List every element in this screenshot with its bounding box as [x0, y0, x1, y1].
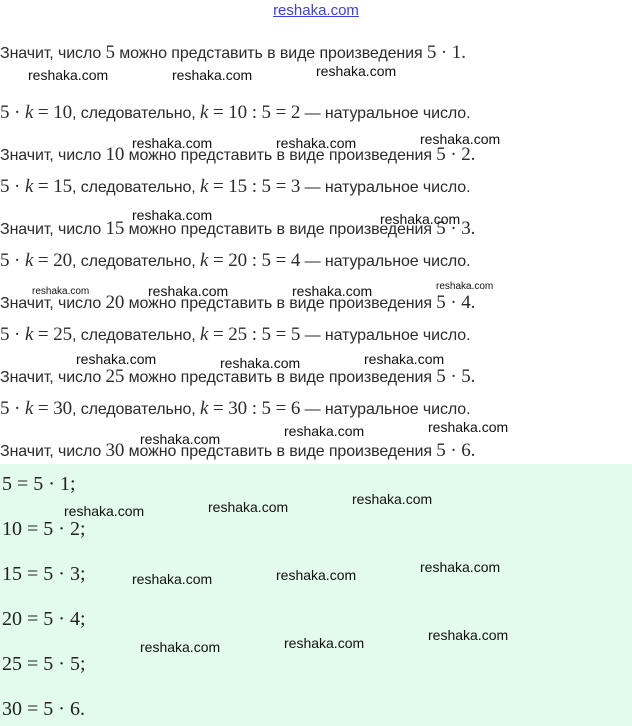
- text-line: Значит, число 25 можно представить в виде произведения 5 · 5.: [0, 366, 476, 387]
- equation-line: 5 · k = 20, следовательно, k = 20 : 5 = 4 — натуральное число.: [0, 250, 471, 271]
- watermark: reshaka.com: [428, 419, 509, 435]
- watermark: reshaka.com: [172, 67, 253, 83]
- equation-line: 5 · k = 15, следовательно, k = 15 : 5 = 3 — натуральное число.: [0, 176, 471, 197]
- answer-equation: 25 = 5 · 5;: [2, 653, 86, 675]
- text-line: Значит, число 15 можно представить в виде произведения 5 · 3.: [0, 218, 476, 239]
- equation-line: 5 · k = 30, следовательно, k = 30 : 5 = 6 — натуральное число.: [0, 398, 471, 419]
- watermark: reshaka.com: [284, 635, 365, 651]
- watermark: reshaka.com: [140, 431, 221, 447]
- watermark: reshaka.com: [76, 351, 157, 367]
- watermark: reshaka.com: [32, 286, 90, 297]
- answer-equation: 30 = 5 · 6.: [2, 698, 85, 720]
- watermark: reshaka.com: [28, 67, 109, 83]
- text-line: Значит, число 5 можно представить в виде произведения 5 · 1.: [0, 42, 466, 63]
- answer-equation: 5 = 5 · 1;: [2, 473, 76, 495]
- watermark: reshaka.com: [64, 503, 145, 519]
- site-header-link[interactable]: reshaka.com: [273, 2, 359, 19]
- watermark: reshaka.com: [436, 281, 494, 292]
- watermark: reshaka.com: [364, 351, 445, 367]
- equation-line: 5 · k = 10, следовательно, k = 10 : 5 = 2 — натуральное число.: [0, 102, 471, 123]
- watermark: reshaka.com: [276, 567, 357, 583]
- answer-equation: 10 = 5 · 2;: [2, 518, 86, 540]
- watermark: reshaka.com: [420, 559, 501, 575]
- text-line: Значит, число 30 можно представить в виде произведения 5 · 6.: [0, 440, 476, 461]
- watermark: reshaka.com: [316, 63, 397, 79]
- watermark: reshaka.com: [420, 131, 501, 147]
- watermark: reshaka.com: [428, 627, 509, 643]
- watermark: reshaka.com: [140, 639, 221, 655]
- watermark: reshaka.com: [220, 355, 301, 371]
- text-line: Значит, число 20 можно представить в виде произведения 5 · 4.: [0, 292, 476, 313]
- answer-equation: 20 = 5 · 4;: [2, 608, 86, 630]
- watermark: reshaka.com: [276, 135, 357, 151]
- watermark: reshaka.com: [380, 211, 461, 227]
- watermark: reshaka.com: [292, 283, 373, 299]
- watermark: reshaka.com: [284, 423, 365, 439]
- equation-line: 5 · k = 25, следовательно, k = 25 : 5 = 5 — натуральное число.: [0, 324, 471, 345]
- watermark: reshaka.com: [352, 491, 433, 507]
- answer-equation: 15 = 5 · 3;: [2, 563, 86, 585]
- watermark: reshaka.com: [208, 499, 289, 515]
- watermark: reshaka.com: [132, 207, 213, 223]
- watermark: reshaka.com: [148, 283, 229, 299]
- watermark: reshaka.com: [132, 571, 213, 587]
- text-line: Значит, число 10 можно представить в виде произведения 5 · 2.: [0, 144, 476, 165]
- watermark: reshaka.com: [132, 135, 213, 151]
